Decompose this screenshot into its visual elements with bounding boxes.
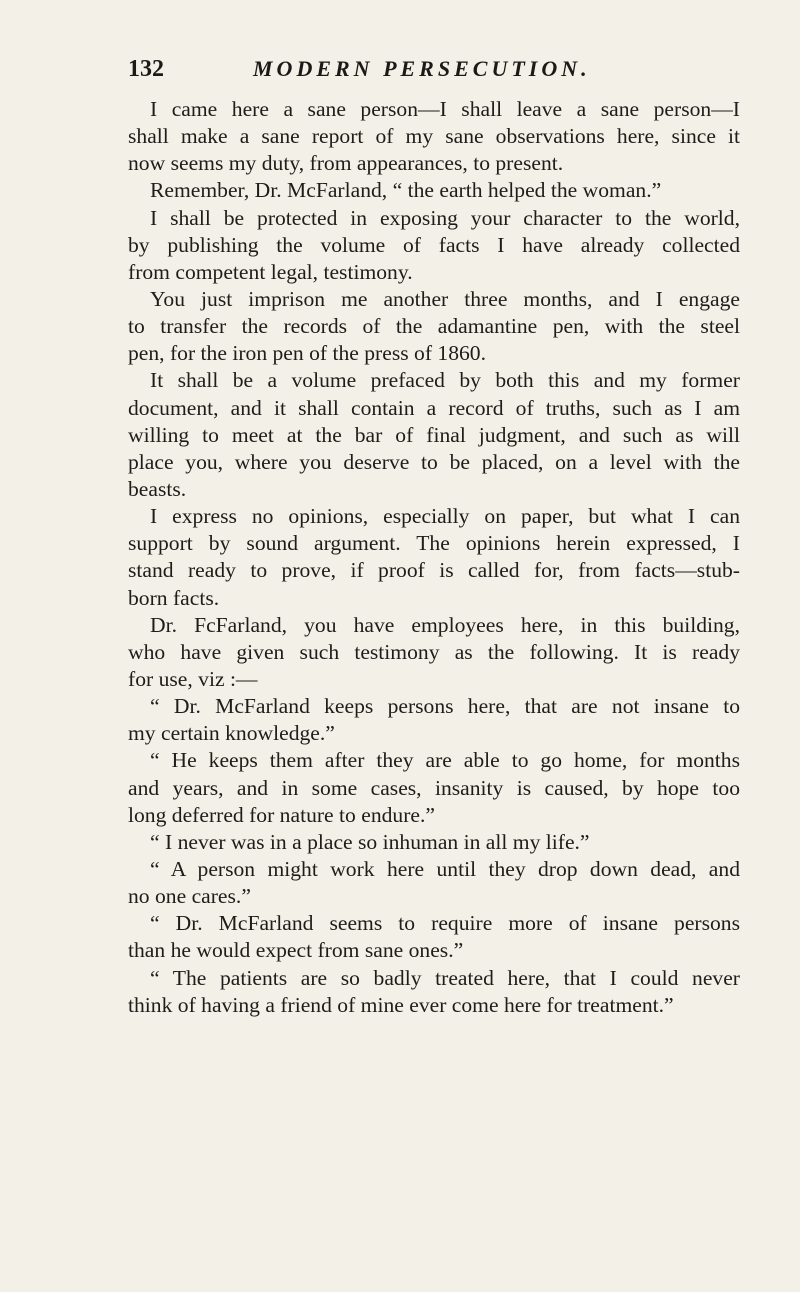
text-line: my certain knowledge.” [128, 721, 335, 746]
text-line: now seems my duty, from appearances, to present. [128, 151, 564, 176]
text-line: and years, and in some cases, insanity is caused, by hope too [128, 775, 740, 800]
running-title: MODERN PERSECUTION. [253, 56, 591, 81]
text-line: Dr. FcFarland, you have employees here, in this building, [150, 612, 740, 637]
text-line: from competent legal, testimony. [128, 259, 413, 284]
text-line: beasts. [128, 476, 187, 501]
running-head [128, 56, 738, 86]
text-line: long deferred for nature to endure.” [128, 802, 435, 827]
text-line: no one cares.” [128, 884, 251, 909]
text-line: “ A person might work here until they drop down dead, and [150, 856, 740, 881]
text-line: shall make a sane report of my sane observations here, since it [128, 124, 740, 149]
text-line: born facts. [128, 585, 220, 610]
text-line: “ He keeps them after they are able to go home, for months [150, 748, 740, 773]
text-line: You just imprison me another three months, and I engage [150, 286, 740, 311]
text-line: It shall be a volume prefaced by both this and my former [150, 368, 740, 393]
text-line: place you, where you deserve to be placed, on a level with the [128, 449, 740, 474]
text-line: to transfer the records of the adamantine pen, with the steel [128, 314, 740, 339]
page-number: 132 [128, 56, 164, 82]
text-line: “ The patients are so badly treated here, that I could never [150, 965, 740, 990]
text-line: willing to meet at the bar of final judgment, and such as will [128, 422, 740, 447]
text-line: than he would expect from sane ones.” [128, 938, 464, 963]
text-line: I came here a sane person—I shall leave a sane person—I [150, 97, 740, 121]
text-line: think of having a friend of mine ever come here for treatment.” [128, 992, 674, 1017]
text-line: Remember, Dr. McFarland, “ the earth helped the woman.” [150, 178, 662, 203]
text-line: I shall be protected in exposing your character to the world, [150, 205, 740, 230]
text-line: for use, viz :— [128, 666, 258, 691]
text-line: stand ready to prove, if proof is called for, from facts—stub- [128, 558, 740, 583]
text-line: I express no opinions, especially on paper, but what I can [150, 504, 740, 529]
text-line: by publishing the volume of facts I have already collected [128, 232, 740, 257]
text-line: who have given such testimony as the following. It is ready [128, 639, 740, 664]
body-text [128, 96, 740, 1019]
text-line: “ Dr. McFarland seems to require more of insane persons [150, 911, 740, 936]
text-line: document, and it shall contain a record of truths, such as I am [128, 395, 740, 420]
text-line: support by sound argument. The opinions herein expressed, I [128, 531, 740, 556]
text-line: “ I never was in a place so inhuman in all my life.” [150, 829, 590, 854]
text-line: pen, for the iron pen of the press of 1860. [128, 341, 487, 366]
text-line: “ Dr. McFarland keeps persons here, that are not insane to [150, 694, 740, 719]
